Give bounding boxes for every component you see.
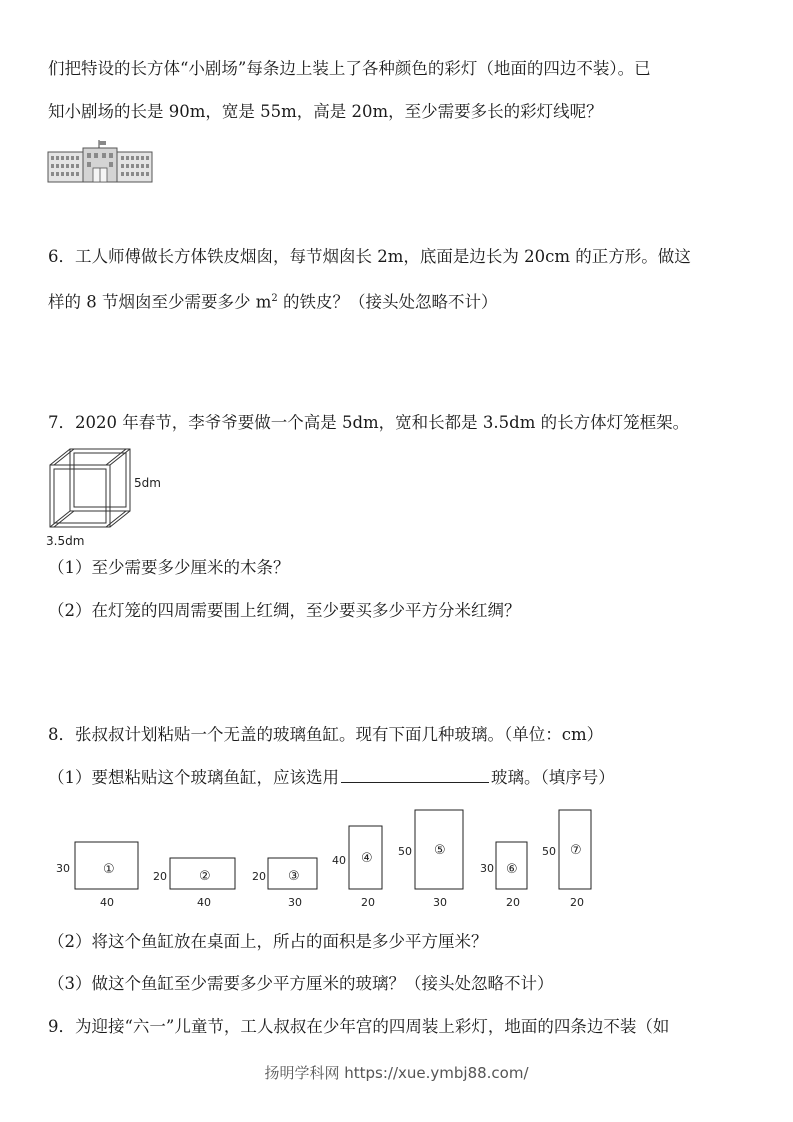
q8-sub1: （1）要想粘贴这个玻璃鱼缸，应该选用 玻璃。（填序号） xyxy=(48,768,615,787)
lantern-height-label: 5dm xyxy=(134,476,161,490)
glass-1-height: 30 xyxy=(56,862,70,875)
answer-blank[interactable] xyxy=(341,766,489,783)
glass-7-height: 50 xyxy=(542,845,556,858)
building-illustration xyxy=(47,140,153,184)
q7-sub1: （1）至少需要多少厘米的木条？ xyxy=(48,558,290,577)
glass-5-width: 30 xyxy=(433,896,447,909)
glass-6-number: ⑥ xyxy=(506,862,518,877)
q6-line2: 样的 8 节烟囱至少需要多少 $m^2$ 的铁皮？（接头处忽略不计） xyxy=(48,292,498,312)
glass-3-height: 20 xyxy=(252,870,266,883)
squared-superscript: 2 xyxy=(271,293,278,304)
glass-7-width: 20 xyxy=(570,896,584,909)
p5-line2: 知小剧场的长是 90m，宽是 55m，高是 20m，至少需要多长的彩灯线呢？ xyxy=(48,102,603,121)
q9-line1: 9．为迎接“六一”儿童节，工人叔叔在少年宫的四周装上彩灯，地面的四条边不装（如 xyxy=(48,1017,670,1036)
q7-sub2: （2）在灯笼的四周需要围上红绸，至少要买多少平方分米红绸？ xyxy=(48,601,521,620)
glass-2-number: ② xyxy=(199,869,211,884)
glass-1-width: 40 xyxy=(100,896,114,909)
glass-6-height: 30 xyxy=(480,862,494,875)
q7-line1: 7．2020 年春节，李爷爷要做一个高是 5dm，宽和长都是 3.5dm 的长方体灯笼框架。 xyxy=(48,413,690,432)
q8-sub2: （2）将这个鱼缸放在桌面上，所占的面积是多少平方厘米？ xyxy=(48,932,488,951)
glass-1-number: ① xyxy=(103,862,115,877)
glass-6-width: 20 xyxy=(506,896,520,909)
q6-line1: 6．工人师傅做长方体铁皮烟囱，每节烟囱长 2m，底面是边长为 20cm 的正方形。做这 xyxy=(48,247,691,266)
q8-line1: 8．张叔叔计划粘贴一个无盖的玻璃鱼缸。现有下面几种玻璃。（单位：cm） xyxy=(48,725,604,744)
glass-4-number: ④ xyxy=(361,851,373,866)
glass-2-width: 40 xyxy=(197,896,211,909)
p5-line1: 们把特设的长方体“小剧场”每条边上装上了各种颜色的彩灯（地面的四边不装）。已 xyxy=(48,59,651,78)
q8-sub3: （3）做这个鱼缸至少需要多少平方厘米的玻璃？（接头处忽略不计） xyxy=(48,974,554,993)
glass-pieces-figure xyxy=(48,800,608,915)
lantern-frame-figure xyxy=(46,446,176,550)
glass-2-height: 20 xyxy=(153,870,167,883)
glass-4-height: 40 xyxy=(332,854,346,867)
glass-4-width: 20 xyxy=(361,896,375,909)
glass-7-number: ⑦ xyxy=(570,843,582,858)
glass-5-number: ⑤ xyxy=(434,843,446,858)
glass-3-number: ③ xyxy=(288,869,300,884)
page-footer: 扬明学科网 https://xue.ymbj88.com/ xyxy=(264,1064,529,1082)
glass-5-height: 50 xyxy=(398,845,412,858)
lantern-base-label: 3.5dm xyxy=(46,534,85,548)
glass-3-width: 30 xyxy=(288,896,302,909)
